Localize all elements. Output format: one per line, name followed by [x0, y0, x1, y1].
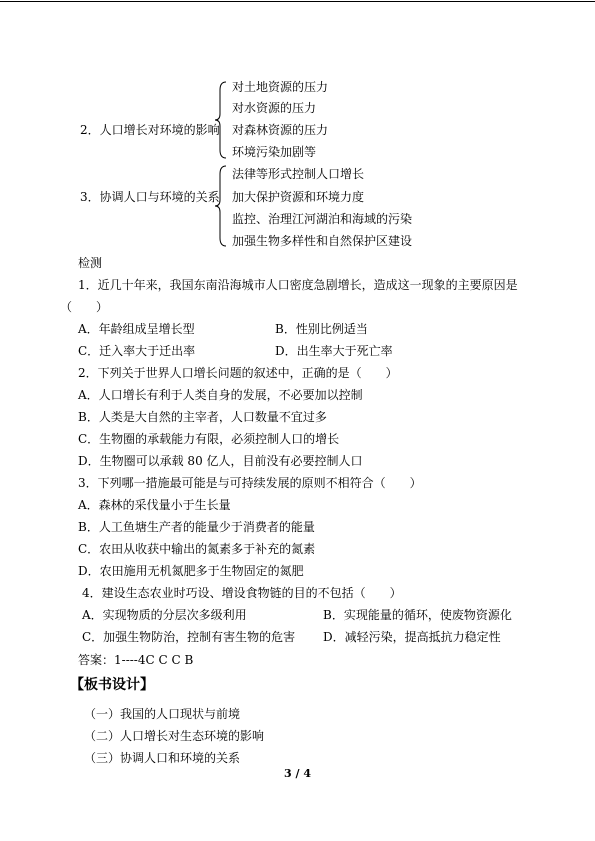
question-1-option: B．性别比例适当: [275, 322, 368, 336]
concept-item-3-label: 3．协调人口与环境的关系: [80, 190, 220, 204]
question-3-option: D．农田施用无机氮肥多于生物固定的氮肥: [78, 564, 304, 578]
question-4-option: C．加强生物防治，控制有害生物的危害: [82, 630, 296, 644]
question-1-stem: 1．近几十年来，我国东南沿海城市人口密度急剧增长，造成这一现象的主要原因是: [78, 278, 518, 292]
question-2-stem: 2．下列关于世界人口增长问题的叙述中，正确的是（ ）: [78, 366, 398, 380]
question-2-option: C．生物圈的承载能力有限，必须控制人口的增长: [78, 432, 340, 446]
concept-item-2-brace: [214, 80, 230, 160]
board-item: （一）我国的人口现状与前境: [84, 707, 241, 721]
board-item: （二）人口增长对生态环境的影响: [84, 729, 265, 743]
question-1-option: A．年龄组成呈增长型: [78, 322, 195, 336]
question-2-option: D．生物圈可以承载 80 亿人，目前没有必要控制人口: [78, 454, 363, 468]
question-1-option: C．迁入率大于迁出率: [78, 344, 196, 358]
question-2-option: B．人类是大自然的主宰者，人口数量不宜过多: [78, 410, 327, 424]
question-4-option: D．减轻污染，提高抵抗力稳定性: [323, 630, 501, 644]
check-title: 检测: [78, 256, 103, 270]
concept-item-3-branch: 加强生物多样性和自然保护区建设: [232, 234, 413, 248]
question-4-stem: 4．建设生态农业时巧设、增设食物链的目的不包括（ ）: [82, 586, 402, 600]
answer-line: 答案：1----4C C C B: [78, 653, 194, 667]
concept-item-3-branch: 监控、治理江河湖泊和海域的污染: [232, 212, 413, 226]
question-1-option: D．出生率大于死亡率: [275, 344, 393, 358]
board-item: （三）协调人口和环境的关系: [84, 751, 241, 765]
header-rule: [0, 1, 595, 2]
question-2-option: A．人口增长有利于人类自身的发展，不必要加以控制: [78, 388, 363, 402]
concept-item-3-brace: [214, 164, 230, 248]
question-3-stem: 3．下列哪一措施最可能是与可持续发展的原则不相符合（ ）: [78, 476, 422, 490]
concept-item-2-branch: 环境污染加剧等: [232, 145, 317, 159]
concept-item-3-branch: 加大保护资源和环境力度: [232, 190, 365, 204]
question-3-option: B．人工鱼塘生产者的能量少于消费者的能量: [78, 520, 315, 534]
question-3-option: C．农田从收获中输出的氮素多于补充的氮素: [78, 542, 316, 556]
concept-item-2-label: 2．人口增长对环境的影响: [80, 123, 220, 137]
question-4-option: A．实现物质的分层次多级利用: [82, 608, 247, 622]
question-3-option: A．森林的采伐量小于生长量: [78, 498, 231, 512]
board-heading: 【板书设计】: [70, 677, 154, 693]
concept-item-2-branch: 对土地资源的压力: [232, 80, 329, 94]
question-4-option: B．实现能量的循环，使废物资源化: [323, 608, 512, 622]
page-number: 3 / 4: [284, 767, 311, 780]
concept-item-2-branch: 对森林资源的压力: [232, 123, 329, 137]
concept-item-2-branch: 对水资源的压力: [232, 101, 317, 115]
concept-item-3-branch: 法律等形式控制人口增长: [232, 167, 365, 181]
question-1-stem-cont: （ ）: [60, 300, 109, 314]
